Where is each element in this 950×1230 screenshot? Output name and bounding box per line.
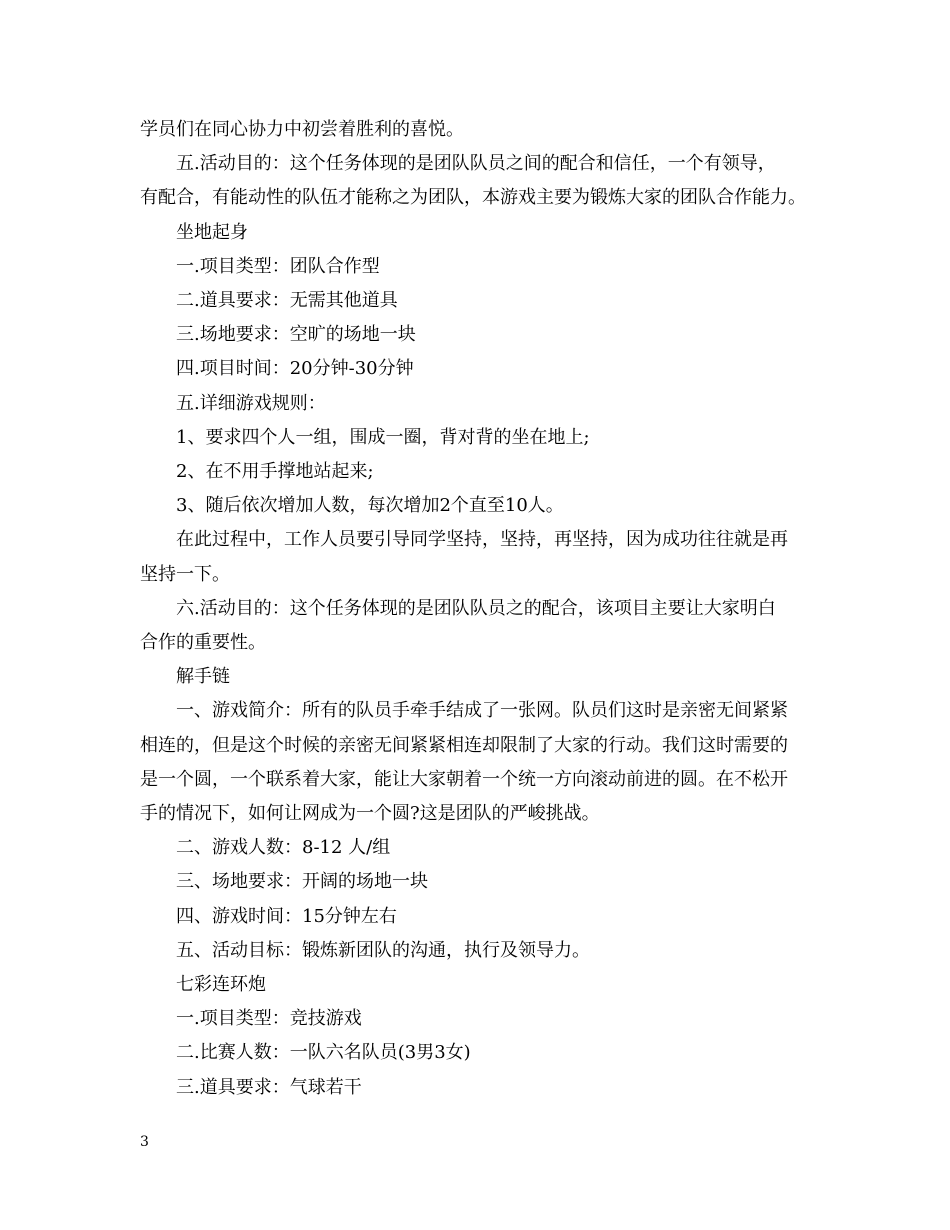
text-line: 三、场地要求：开阔的场地一块 — [176, 871, 428, 893]
document-body — [140, 113, 820, 1105]
text-line: 有配合，有能动性的队伍才能称之为团队，本游戏主要为锻炼大家的团队合作能力。 — [140, 187, 806, 209]
page-number: 3 — [140, 1134, 149, 1150]
text-line: 三.道具要求：气球若干 — [176, 1076, 362, 1098]
text-line: 五.活动目的：这个任务体现的是团队队员之间的配合和信任，一个有领导， — [176, 153, 776, 175]
text-line: 二.比赛人数：一队六名队员(3男3女) — [176, 1042, 471, 1064]
text-line: 三.场地要求：空旷的场地一块 — [176, 324, 416, 346]
text-line: 二、游戏人数：8-12 人/组 — [176, 837, 391, 859]
text-line: 是一个圆，一个联系着大家，能让大家朝着一个统一方向滚动前进的圆。在不松开 — [140, 768, 788, 790]
section-heading: 坐地起身 — [176, 221, 248, 243]
text-line: 2、在不用手撑地站起来; — [176, 461, 374, 483]
text-line: 坚持一下。 — [140, 563, 230, 585]
text-line: 1、要求四个人一组，围成一圈，背对背的坐在地上; — [176, 426, 590, 448]
text-line: 一.项目类型：竞技游戏 — [176, 1008, 362, 1030]
text-line: 一、游戏简介：所有的队员手牵手结成了一张网。队员们这时是亲密无间紧紧 — [176, 700, 788, 722]
text-line: 五、活动目标：锻炼新团队的沟通，执行及领导力。 — [176, 939, 590, 961]
text-line: 合作的重要性。 — [140, 632, 266, 654]
text-line: 四、游戏时间：15分钟左右 — [176, 905, 397, 927]
text-line: 四.项目时间：20分钟-30分钟 — [176, 358, 414, 380]
text-line: 一.项目类型：团队合作型 — [176, 255, 380, 277]
section-heading: 七彩连环炮 — [176, 974, 266, 996]
text-line: 二.道具要求：无需其他道具 — [176, 290, 398, 312]
text-line: 3、随后依次增加人数，每次增加2个直至10人。 — [176, 495, 564, 517]
section-heading: 解手链 — [176, 666, 230, 688]
text-line: 学员们在同心协力中初尝着胜利的喜悦。 — [140, 119, 464, 140]
text-line: 手的情况下，如何让网成为一个圆?这是团队的严峻挑战。 — [140, 803, 600, 825]
text-line: 六.活动目的：这个任务体现的是团队队员之的配合，该项目主要让大家明白 — [176, 597, 776, 619]
text-line: 五.详细游戏规则： — [176, 392, 326, 414]
text-line: 在此过程中，工作人员要引导同学坚持，坚持，再坚持，因为成功往往就是再 — [176, 529, 788, 551]
text-line: 相连的，但是这个时候的亲密无间紧紧相连却限制了大家的行动。我们这时需要的 — [140, 734, 788, 756]
